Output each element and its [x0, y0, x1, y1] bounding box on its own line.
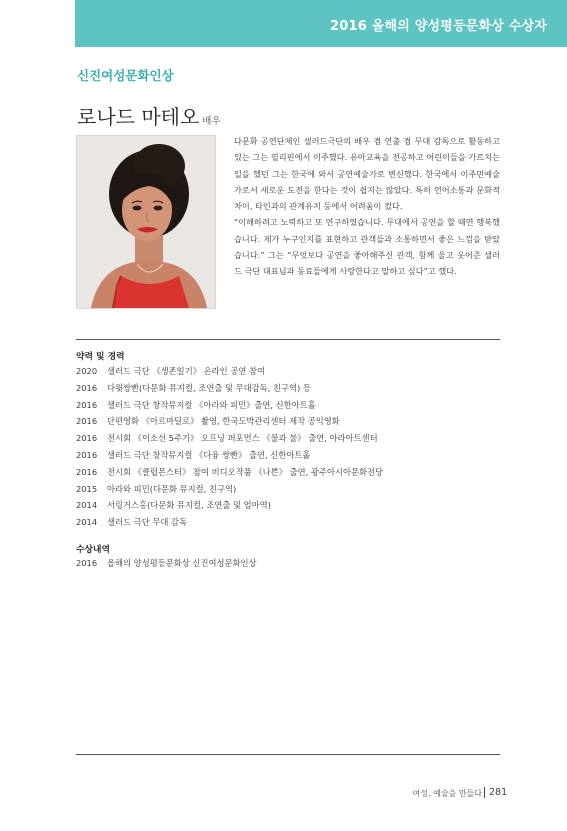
section-divider [76, 339, 500, 340]
award-item [76, 555, 257, 572]
career-text: 다윗쌍빤(다문화 뮤지컬, 조연출 및 무대감독, 친구역) 등 [107, 382, 311, 393]
awards-section-title: 수상내역 [76, 545, 110, 555]
career-item [76, 464, 383, 481]
career-text: 아라와 피민(다문화 뮤지컬, 친구역) [107, 483, 237, 494]
footer-divider [76, 754, 500, 755]
header-bar [75, 0, 567, 47]
award-year: 2016 [76, 558, 98, 568]
career-year: 2016 [76, 466, 98, 477]
bio-paragraph: 다문화 공연단체인 샐러드극단의 배우 겸 연출 겸 무대 감독으로 활동하고 있는 그는 필리핀에서 이주했다. 유아교육을 전공하고 어린이들을 가르치는 일을 했던 그는 한국에 와서 공연예술가로 변신했다. 한국에서 이주민예술가로서 새로운 도전을 한다는 것이 쉽지는 않았다. 특히 언어소통과 문화적 차이, 타인과의 관계유지 등에서 어려움이 컸다. [234, 136, 501, 212]
career-text: 전시회 《클럽몬스터》 참여 비디오작품 《나쁜》 출연, 광주아시아문화전당 [107, 466, 384, 477]
awards-list [76, 555, 257, 572]
portrait-photo [76, 135, 216, 309]
career-year: 2020 [76, 366, 98, 376]
career-item [76, 430, 383, 447]
career-year: 2016 [76, 399, 98, 410]
career-year: 2014 [76, 517, 98, 528]
person-role: 배우 [202, 116, 221, 127]
career-item [76, 413, 383, 430]
career-year: 2014 [76, 500, 98, 511]
career-text: 샐러드 극단 창작뮤지컬 《아라와 피민》출연, 신한아트홀 [107, 399, 316, 410]
bio-paragraph: “이해하려고 노력하고 또 연구하였습니다. 무대에서 공연을 할 때면 행복했습니다. 제가 누구인지를 표현하고 관객들과 소통하면서 좋은 느낌을 받았습니다.” 그는 “무엇보다 공연을 좋아해주신 관객, 함께 울고 웃어준 샐러드 극단 대표님과 동료들에게 사랑한다고 말하고 싶다”고 했다. [234, 217, 500, 277]
career-year: 2016 [76, 449, 98, 460]
career-text: 샐러드 극단 무대 감독 [107, 517, 188, 528]
career-year: 2016 [76, 416, 98, 427]
person-name: 로나드 마테오 [77, 105, 200, 129]
footer-separator [484, 787, 485, 798]
page-number: 281 [489, 787, 508, 798]
footer-book-title: 여성, 예술을 만들다 [412, 789, 482, 798]
career-text: 서링거스홍(다문화 뮤지컬, 조연출 및 엄마역) [107, 500, 271, 511]
career-item [76, 363, 383, 380]
career-item [76, 397, 383, 414]
career-item [76, 497, 383, 514]
career-item [76, 514, 383, 531]
career-item [76, 447, 383, 464]
biography [234, 133, 500, 280]
career-text: 단편영화 《아르마딜로》 촬영, 한국도박관리센터 제작 공익영화 [107, 416, 340, 427]
career-section-title: 약력 및 경력 [76, 352, 125, 362]
career-year: 2015 [76, 483, 98, 494]
career-year: 2016 [76, 382, 98, 393]
portrait-illustration [77, 136, 215, 308]
career-text: 샐러드 극단 《생존일기》 온라인 공연 참여 [107, 366, 266, 376]
award-text: 올해의 양성평등문화상 신진여성문화인상 [107, 558, 257, 568]
career-year: 2016 [76, 433, 98, 444]
award-category: 신진여성문화인상 [77, 68, 174, 83]
career-list [76, 363, 383, 531]
career-item [76, 380, 383, 397]
header-title: 2016 올해의 양성평등문화상 수상자 [329, 19, 547, 34]
career-item [76, 481, 383, 498]
career-text: 샐러드 극단 창작뮤지컬 《다융 쌍빤》 출연, 신한아트홀 [107, 449, 311, 460]
career-text: 전시회 《이소선 5주기》 오프닝 퍼포먼스 《물과 불》 출연, 아라아트센터 [107, 433, 378, 444]
person-heading [77, 101, 221, 130]
